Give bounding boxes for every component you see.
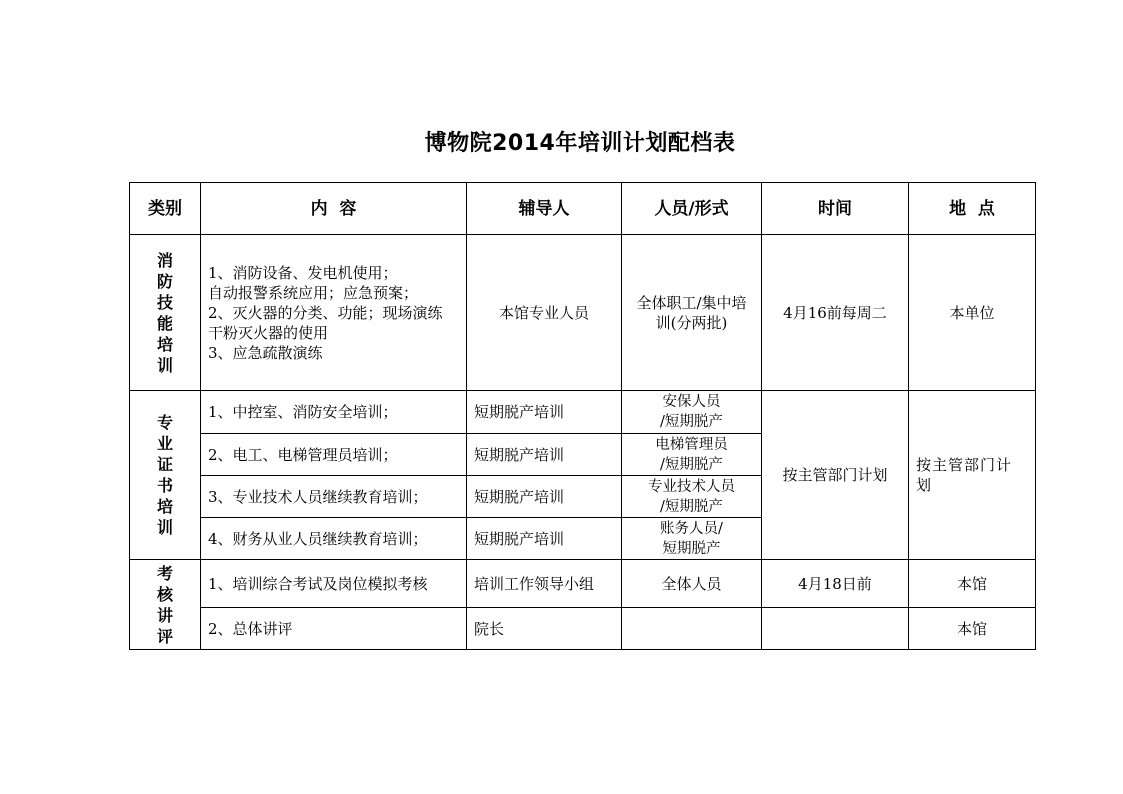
- location-line: 划: [916, 476, 933, 494]
- content-cell: 1、培训综合考试及岗位模拟考核: [201, 560, 467, 608]
- content-line: 2、灭火器的分类、功能；现场演练: [208, 303, 443, 322]
- header-row: [130, 183, 1036, 235]
- content-line: 1、消防设备、发电机使用；: [208, 263, 398, 282]
- tutor-cell: 培训工作领导小组: [467, 560, 622, 608]
- table-row: [130, 391, 1036, 434]
- location-cell: 本馆: [909, 560, 1036, 608]
- tutor-cell: 短期脱产培训: [467, 518, 622, 560]
- staff-form-line: 短期脱产: [662, 540, 721, 557]
- time-cell: 4月16前每周二: [762, 235, 909, 391]
- tutor-cell: 短期脱产培训: [467, 434, 622, 476]
- time-cell: 按主管部门计划: [762, 391, 909, 560]
- content-line: 干粉灭火器的使用: [208, 323, 329, 342]
- tutor-cell: 短期脱产培训: [467, 476, 622, 518]
- staff-form-cell: [622, 476, 762, 518]
- location-line: 按主管部门计: [916, 456, 1013, 474]
- content-line: 自动报警系统应用；应急预案；: [208, 283, 419, 302]
- content-cell: 1、中控室、消防安全培训；: [201, 391, 467, 434]
- header-staff-form: 人员/形式: [622, 183, 762, 235]
- category-label: 考核讲评: [156, 563, 173, 646]
- content-cell: 3、专业技术人员继续教育培训；: [201, 476, 467, 518]
- content-cell: [201, 235, 467, 391]
- staff-form-cell: [622, 235, 762, 391]
- location-cell: 本馆: [909, 608, 1036, 650]
- category-cell-fire: [130, 235, 201, 391]
- page-title: 博物院2014年培训计划配档表: [424, 131, 736, 156]
- staff-form-cell: [622, 608, 762, 650]
- content-cell: 2、总体讲评: [201, 608, 467, 650]
- content-cell: 4、财务从业人员继续教育培训；: [201, 518, 467, 560]
- time-cell: [762, 608, 909, 650]
- table-row: [130, 560, 1036, 608]
- content-cell: 2、电工、电梯管理员培训；: [201, 434, 467, 476]
- tutor-cell: 短期脱产培训: [467, 391, 622, 434]
- training-schedule-table: [129, 182, 1036, 650]
- staff-form-cell: [622, 391, 762, 434]
- table-row: [130, 235, 1036, 391]
- staff-form-line: /短期脱产: [660, 414, 723, 430]
- tutor-cell: 本馆专业人员: [467, 235, 622, 391]
- time-cell: 4月18日前: [762, 560, 909, 608]
- header-tutor: 辅导人: [467, 183, 622, 235]
- tutor-cell: 院长: [467, 608, 622, 650]
- staff-form-line: 训(分两批): [655, 313, 728, 332]
- staff-form-line: 全体职工/集中培: [636, 293, 747, 312]
- category-cell-certificate: [130, 391, 201, 560]
- category-label: 消防技能培训: [156, 250, 173, 375]
- header-time: 时间: [762, 183, 909, 235]
- location-cell: [909, 391, 1036, 560]
- staff-form-line: 专业技术人员: [648, 478, 735, 495]
- staff-form-line: 电梯管理员: [655, 436, 728, 453]
- category-cell-assessment: [130, 560, 201, 650]
- staff-form-cell: [622, 518, 762, 560]
- staff-form-cell: [622, 434, 762, 476]
- staff-form-line: 安保人员: [662, 394, 721, 410]
- table-row: [130, 608, 1036, 650]
- location-cell: 本单位: [909, 235, 1036, 391]
- staff-form-line: 账务人员/: [660, 520, 723, 537]
- header-category: 类别: [130, 183, 201, 235]
- staff-form-line: /短期脱产: [660, 498, 723, 515]
- header-location: 地 点: [909, 183, 1036, 235]
- category-label: 专业证书培训: [156, 413, 173, 537]
- header-content: 内 容: [201, 183, 467, 235]
- staff-form-cell: 全体人员: [622, 560, 762, 608]
- staff-form-line: /短期脱产: [660, 456, 723, 473]
- content-line: 3、应急疏散演练: [208, 343, 323, 362]
